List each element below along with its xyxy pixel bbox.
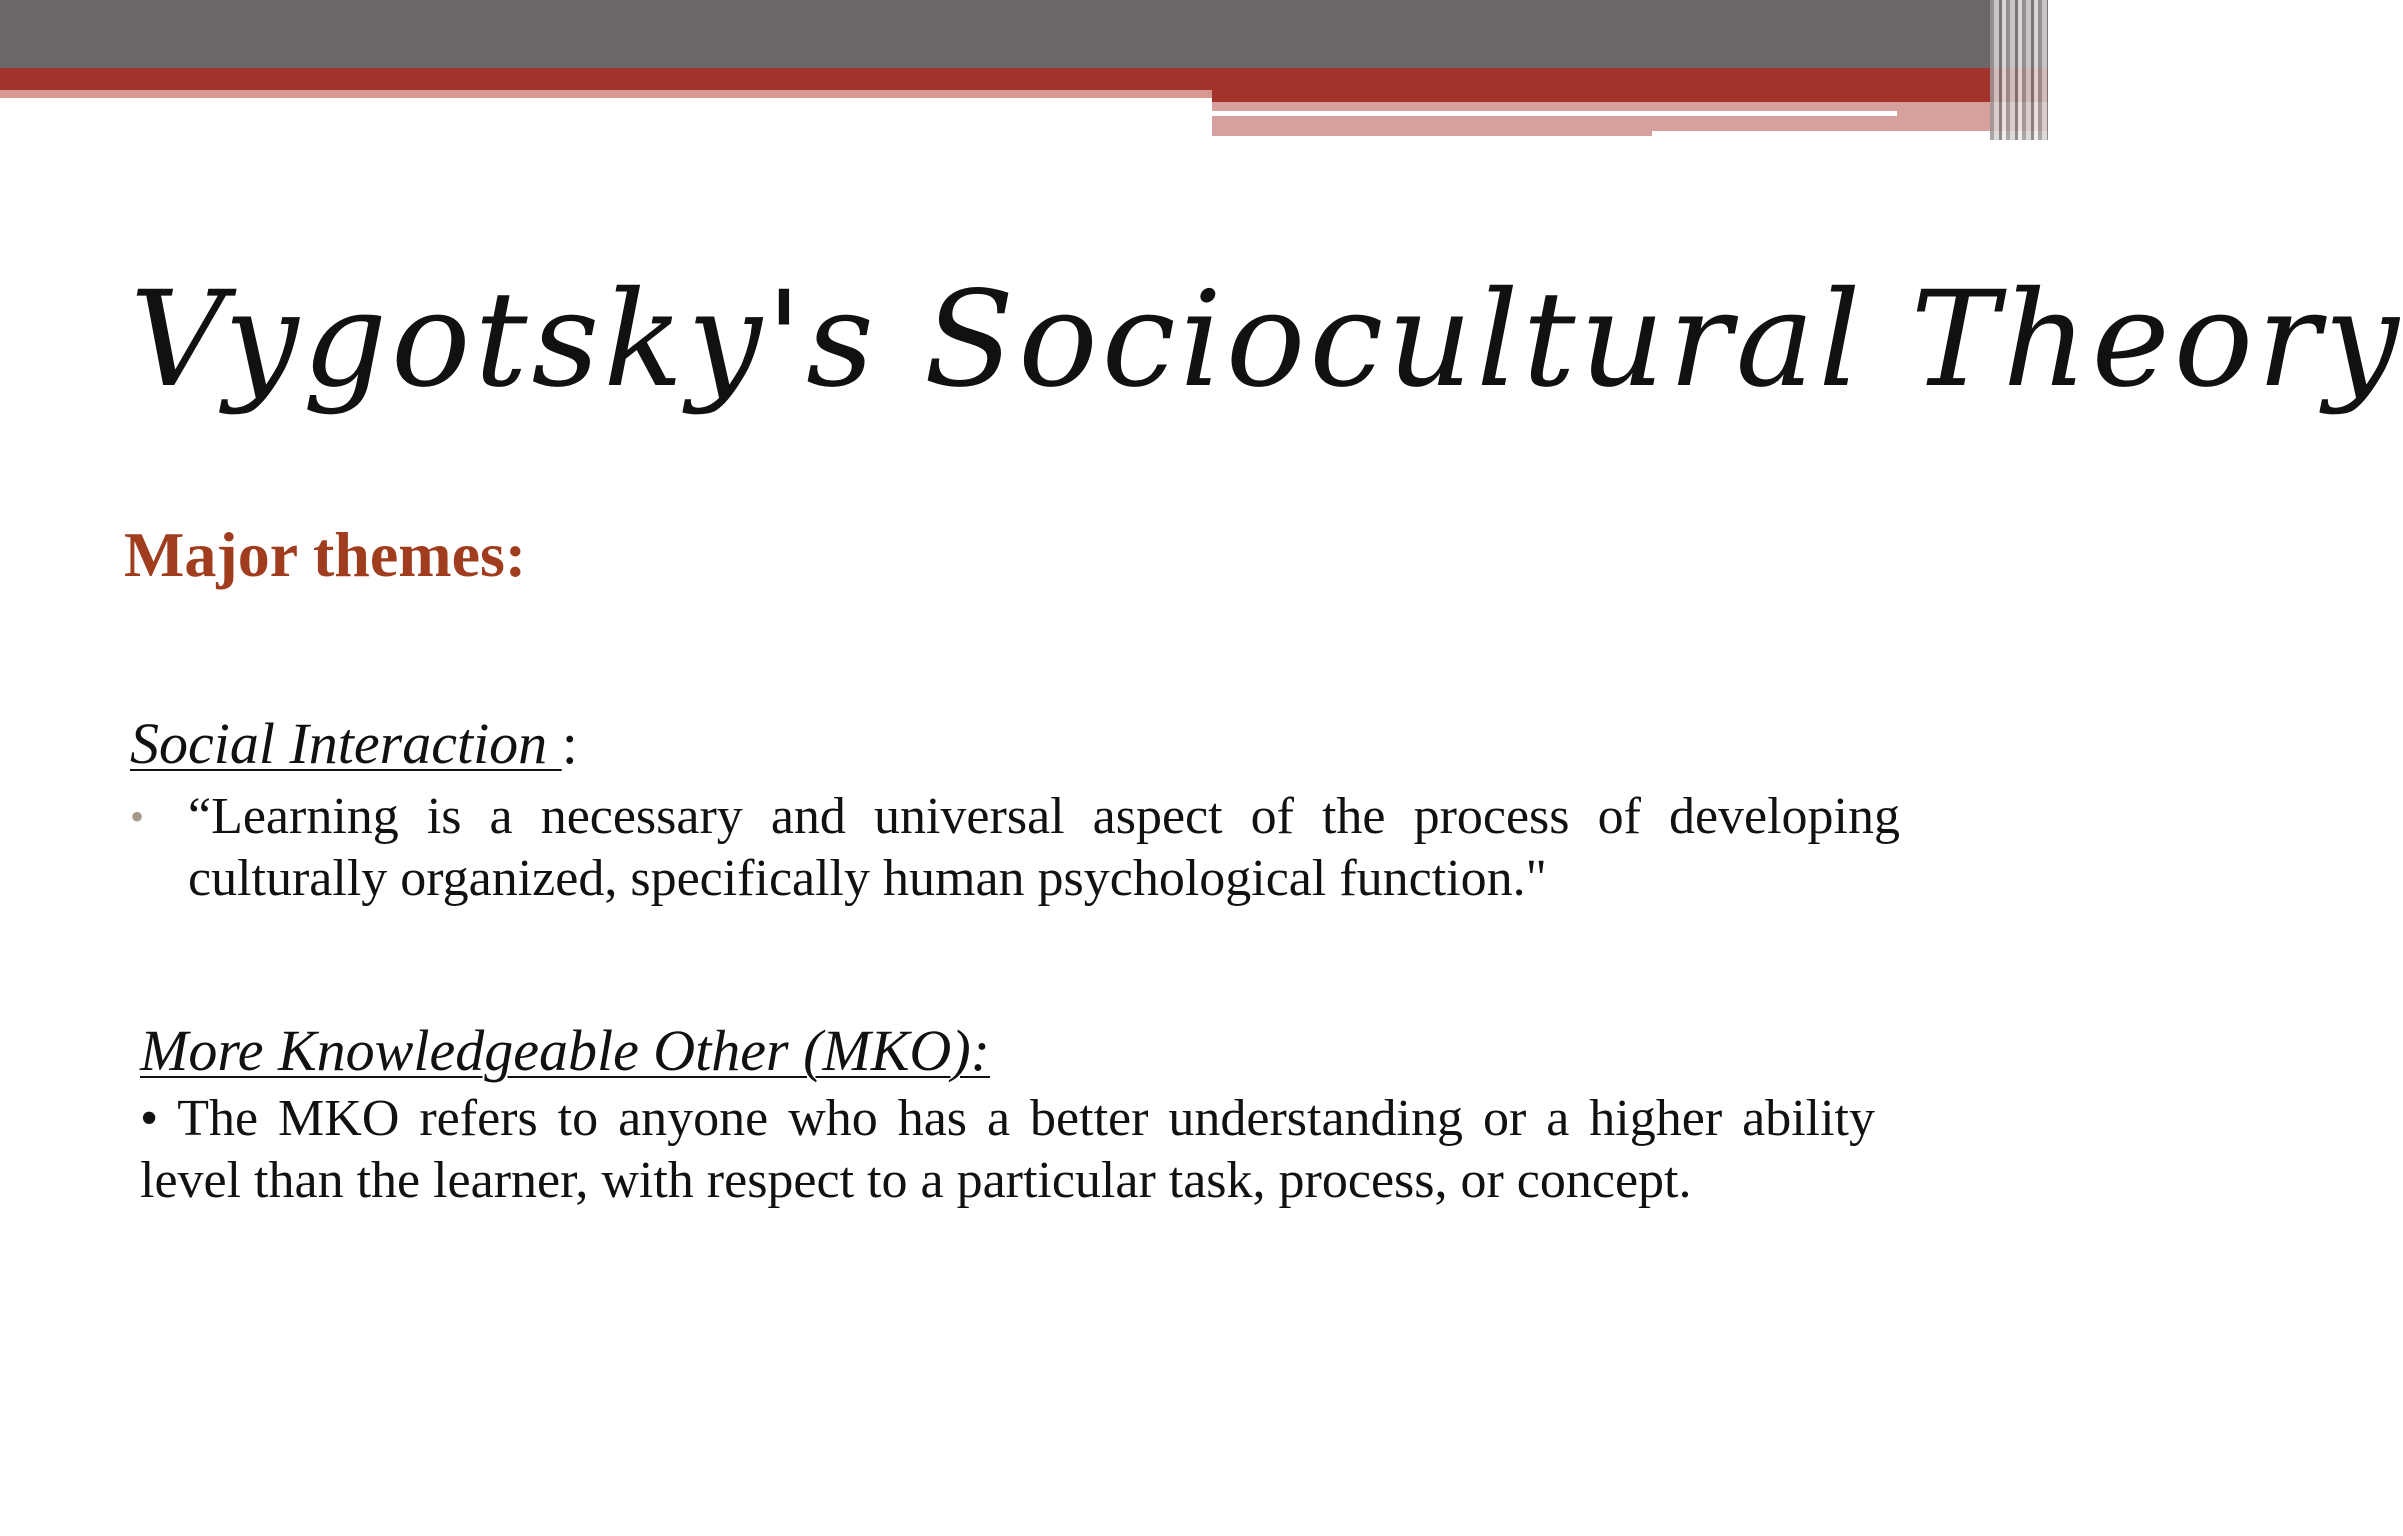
social-interaction-heading-colon: : [561,711,578,776]
bullet-icon: • [130,794,145,839]
header-band-red [0,68,2048,90]
slide-subtitle: Major themes: [124,519,527,590]
mko-heading-text: More Knowledgeable Other (MKO): [140,1018,990,1083]
header-band-red-right [1212,90,2048,102]
header-white-line [1212,111,1897,116]
social-interaction-heading [130,710,578,777]
header-white-line-lower [1652,131,2048,136]
social-interaction-quote: “Learning is a necessary and universal aspect of the process of developing culturally organized, specifically human psychological function." [188,788,1900,907]
mko-description: • The MKO refers to anyone who has a better understanding or a higher ability level than the learner, with respect to a particular task, process, or concept. [140,1090,1875,1209]
header-band-gray [0,0,2048,68]
social-interaction-heading-text: Social Interaction [130,711,562,776]
social-interaction-bullet [130,786,1900,910]
header-edge-strips [1990,0,2048,140]
header-band-pink-left [0,90,1212,98]
slide-title: Vygotsky's Sociocultural Theory [130,263,2403,417]
mko-heading [140,1017,990,1084]
